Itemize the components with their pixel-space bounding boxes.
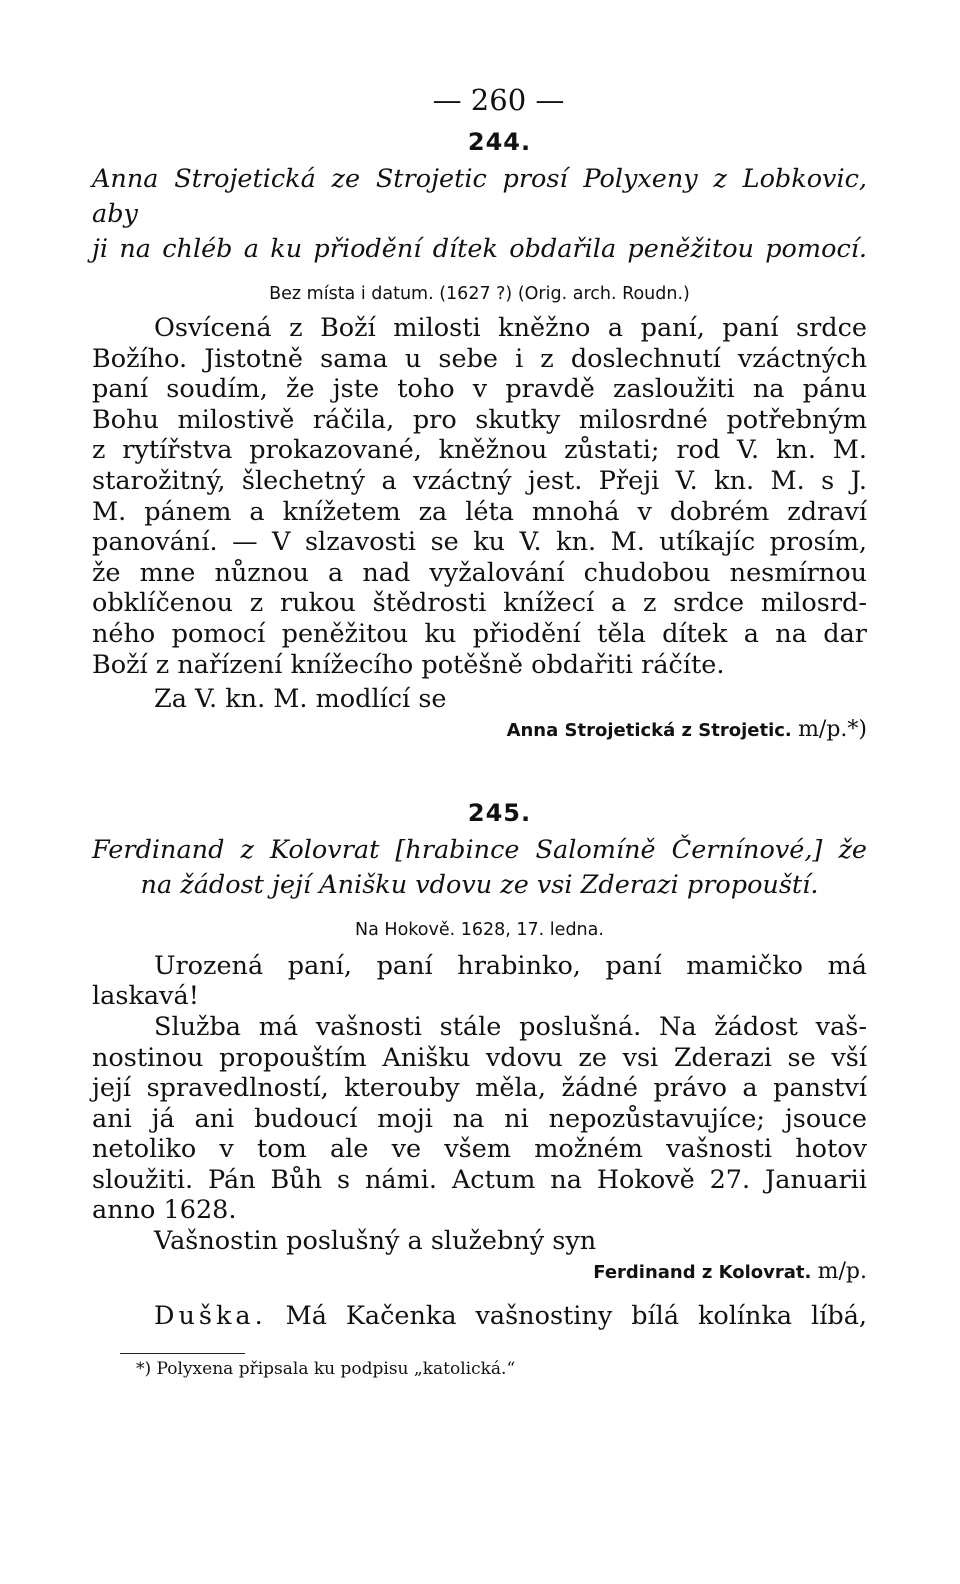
- body-line: obklíčenou z rukou štědrosti knížecí a z srdce milosrd-: [92, 588, 867, 619]
- title-line: Anna Strojetická ze Strojetic prosí Polyxeny z Lobkovic, aby: [92, 164, 867, 229]
- page-number: — 260 —: [432, 83, 565, 117]
- body-line: panování. — V slzavosti se ku V. kn. M. utíkajíc prosím,: [92, 527, 867, 558]
- body-line: Osvícená z Boží milosti kněžno a paní, paní srdce: [154, 313, 867, 343]
- signature-name: Ferdinand z Kolovrat.: [593, 1261, 812, 1283]
- body-line: Boží z nařízení knížecího potěšně obdařiti ráčíte.: [92, 649, 725, 680]
- document-date-source: Bez místa i datum. (1627 ?) (Orig. arch. Roudn.): [269, 284, 690, 304]
- body-line: anno 1628.: [92, 1195, 237, 1226]
- body-line: ného pomocí peněžitou ku přiodění těla dítek a na dar: [92, 618, 867, 649]
- title-line: ji na chléb a ku přiodění dítek obdařila peněžitou pomocí.: [92, 234, 867, 264]
- footnote: *) Polyxena připsala ku podpisu „katolická.“: [136, 1359, 516, 1380]
- signature: [92, 715, 867, 745]
- document-title: [92, 162, 867, 267]
- body-line: z rytířstva prokazované, kněžnou zůstati; rod V. kn. M.: [92, 435, 867, 466]
- book-page: [92, 78, 867, 1384]
- body-line: její spravedlností, kterouby měla, žádné právo a panství: [92, 1073, 867, 1104]
- body-line: Služba má vašnosti stále poslušná. Na žádost vaš-: [154, 1011, 867, 1042]
- postscript-line: [92, 1301, 867, 1332]
- body-line: ani já ani budoucí moji na ni nepozůstavujíce; jsouce: [92, 1103, 867, 1134]
- document-body: [92, 313, 867, 715]
- body-line: Za V. kn. M. modlící se: [154, 684, 447, 715]
- body-line: paní soudím, že jste toho v pravdě zasloužiti na pánu: [92, 374, 867, 405]
- postscript-name: Duška.: [154, 1300, 267, 1331]
- document-title: [92, 833, 867, 903]
- body-line: Bohu milostivě ráčila, pro skutky milosrdné potřebným: [92, 404, 867, 435]
- document-245: [92, 793, 867, 1332]
- document-number: 245.: [467, 798, 532, 827]
- body-line: M. pánem a knížetem za léta mnohá v dobrém zdraví: [92, 496, 867, 527]
- body-line: že mne nůznou a nad vyžalování chudobou nesmírnou: [92, 557, 867, 588]
- body-line: Urozená paní, paní hrabinko, paní mamičko má: [154, 950, 867, 981]
- body-line: Božího. Jistotně sama u sebe i z doslechnutí vzáctných: [92, 343, 867, 374]
- signature-suffix: m/p.: [817, 1258, 867, 1284]
- footnote-area: [92, 1353, 867, 1384]
- title-line: na žádost její Anišku vdovu ze vsi Zderazi propouští.: [140, 869, 819, 900]
- title-line: Ferdinand z Kolovrat [hrabince Salomíně Černínové,] že: [92, 834, 867, 865]
- document-244: [92, 122, 867, 745]
- body-line: nostinou propouštím Anišku vdovu ze vsi Zderazi se vší: [92, 1042, 867, 1073]
- document-body: [92, 951, 867, 1257]
- body-line: netoliko v tom ale ve všem možném vašnosti hotov: [92, 1134, 867, 1165]
- postscript-text: Má Kačenka vašnostiny bílá kolínka líbá,: [285, 1300, 867, 1331]
- body-line: starožitný, šlechetný a vzáctný jest. Přeji V. kn. M. s J.: [92, 465, 867, 496]
- postscript: [92, 1301, 867, 1332]
- document-number: 244.: [467, 128, 532, 156]
- signature-suffix: m/p.*): [798, 716, 867, 742]
- body-line: Vašnostin poslušný a služebný syn: [154, 1226, 597, 1257]
- signature-name: Anna Strojetická z Strojetic.: [506, 719, 792, 741]
- body-line: laskavá!: [92, 981, 199, 1012]
- signature: [92, 1257, 867, 1287]
- body-line: sloužiti. Pán Bůh s námi. Actum na Hokově 27. Januarii: [92, 1164, 867, 1195]
- document-date-source: Na Hokově. 1628, 17. ledna.: [355, 919, 604, 940]
